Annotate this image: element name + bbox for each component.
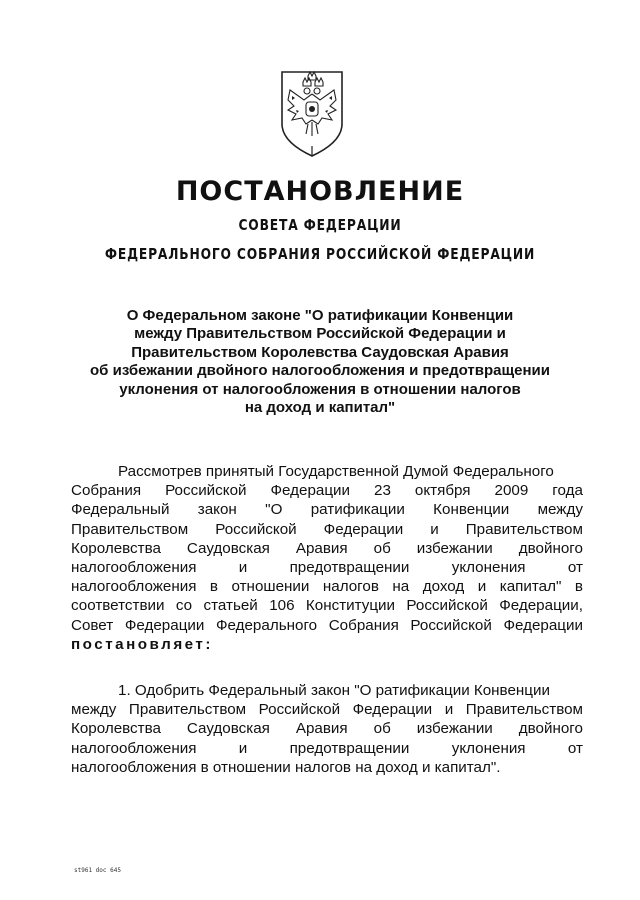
word: Российской <box>410 616 492 634</box>
word: доход <box>376 758 418 776</box>
word: ратификации <box>375 682 470 699</box>
word: Аравия <box>295 720 348 738</box>
word: "О <box>265 501 283 519</box>
word: от <box>567 739 583 757</box>
word: предотвращении <box>289 739 410 757</box>
preamble-paragraph <box>71 462 583 654</box>
word: Российской <box>406 597 488 615</box>
word: между <box>71 701 117 719</box>
word: Одобрить <box>134 682 205 699</box>
word: Правительством <box>465 520 583 538</box>
paragraph-line <box>71 462 583 481</box>
word: и <box>477 578 487 596</box>
word: со <box>175 597 193 615</box>
word: "О <box>354 682 372 699</box>
word: 106 <box>269 597 295 615</box>
paragraph-line <box>71 700 583 719</box>
word: Российской <box>165 482 247 500</box>
word: Федерации <box>503 616 583 634</box>
paragraph-line <box>71 681 583 700</box>
paragraph-line <box>71 596 583 615</box>
word: 1. <box>118 682 131 699</box>
word: 2009 <box>494 482 529 500</box>
document-title: ПОСТАНОВЛЕНИЕ <box>175 176 465 207</box>
word: и <box>444 701 454 719</box>
word: уклонения <box>451 739 526 757</box>
word: об <box>373 720 391 738</box>
paragraph-line <box>71 758 583 777</box>
heading-line: уклонения от налогообложения в отношении налогов <box>119 380 521 398</box>
word: между <box>537 501 583 519</box>
file-reference: st961 doc 645 <box>74 867 121 874</box>
heading-line: Правительством Королевства Саудовская Аравия <box>131 343 509 361</box>
issuer-line-1: СОВЕТА ФЕДЕРАЦИИ <box>238 216 402 234</box>
resolves-word: постановляет: <box>71 635 213 653</box>
word: двойного <box>518 539 583 557</box>
paragraph-line <box>71 577 583 596</box>
word: Государственной <box>278 463 399 480</box>
word: Федерации <box>323 520 404 538</box>
resolution-heading <box>60 307 580 417</box>
word: капитал". <box>434 758 501 776</box>
word: Российской <box>258 701 341 719</box>
word: отношении <box>231 578 310 596</box>
word: статьей <box>203 597 258 615</box>
paragraph-line <box>71 539 583 558</box>
word: об <box>373 539 391 557</box>
word: налогообложения <box>71 578 197 596</box>
word: октября <box>414 482 471 500</box>
word: Саудовская <box>186 539 270 557</box>
word: Королевства <box>71 720 161 738</box>
word: и <box>238 739 248 757</box>
word: ратификации <box>310 501 405 519</box>
russian-coat-of-arms-icon <box>276 66 348 158</box>
word: на <box>392 578 410 596</box>
word: Правительством <box>71 520 189 538</box>
word: отношении <box>212 758 291 776</box>
heading-line: между Правительством Российской Федерации и <box>134 325 506 343</box>
heading-line: на доход и капитал" <box>244 399 396 417</box>
issuer-line-2: ФЕДЕРАЛЬНОГО СОБРАНИЯ РОССИЙСКОЙ ФЕДЕРАЦИИ <box>104 245 536 263</box>
paragraph-line <box>71 616 583 635</box>
word: уклонения <box>451 558 526 576</box>
resolution-clause-1 <box>71 681 583 777</box>
paragraph-line <box>71 481 583 500</box>
word: Правительством <box>465 701 583 719</box>
word: налогообложения <box>71 739 197 757</box>
word: в <box>200 758 209 776</box>
word: Правительством <box>128 701 247 719</box>
word: Федеральный <box>71 501 170 519</box>
word: Рассмотрев <box>118 463 202 480</box>
word: Совет <box>71 616 114 634</box>
word: предотвращении <box>289 558 410 576</box>
word: Федерации <box>124 616 205 634</box>
word: избежании <box>416 720 493 738</box>
word: доход <box>422 578 465 596</box>
word: Королевства <box>71 539 161 557</box>
word: Федерального <box>215 616 318 634</box>
resolves-line <box>71 635 583 654</box>
word: и <box>421 758 431 776</box>
word: от <box>567 558 583 576</box>
word: и <box>238 558 248 576</box>
word: Конвенции <box>473 682 550 699</box>
word: в <box>209 578 218 596</box>
word: налогообложения <box>71 758 197 776</box>
word: Собрания <box>328 616 399 634</box>
word: Конвенции <box>433 501 510 519</box>
word: принятый <box>205 463 275 480</box>
word: Федерального <box>452 463 554 480</box>
word: капитал" <box>499 578 562 596</box>
paragraph-line <box>71 558 583 577</box>
paragraph-line <box>71 739 583 758</box>
word: Конституции <box>305 597 396 615</box>
word: двойного <box>518 720 583 738</box>
word: Саудовская <box>186 720 270 738</box>
word: налогов <box>322 578 379 596</box>
paragraph-line <box>71 520 583 539</box>
paragraph-line <box>71 500 583 519</box>
word: закон <box>197 501 237 519</box>
word: Думой <box>403 463 449 480</box>
word: закон <box>310 682 351 699</box>
word: соответствии <box>71 597 165 615</box>
word: Федерации <box>352 701 433 719</box>
paragraph-line <box>71 719 583 738</box>
word: и <box>430 520 439 538</box>
heading-line: об избежании двойного налогообложения и предотвращении <box>90 362 550 380</box>
word: на <box>355 758 373 776</box>
word: Аравия <box>295 539 348 557</box>
word: года <box>552 482 583 500</box>
word: налогов <box>294 758 352 776</box>
word: Собрания <box>71 482 142 500</box>
word: налогообложения <box>71 558 197 576</box>
word: Федерации, <box>499 597 583 615</box>
word: Федеральный <box>208 682 307 699</box>
word: Российской <box>215 520 297 538</box>
word: Федерации <box>270 482 351 500</box>
word: избежании <box>416 539 493 557</box>
heading-line: О Федеральном законе "О ратификации Конвенции <box>126 307 514 324</box>
word: 23 <box>374 482 391 500</box>
word: в <box>574 578 583 596</box>
